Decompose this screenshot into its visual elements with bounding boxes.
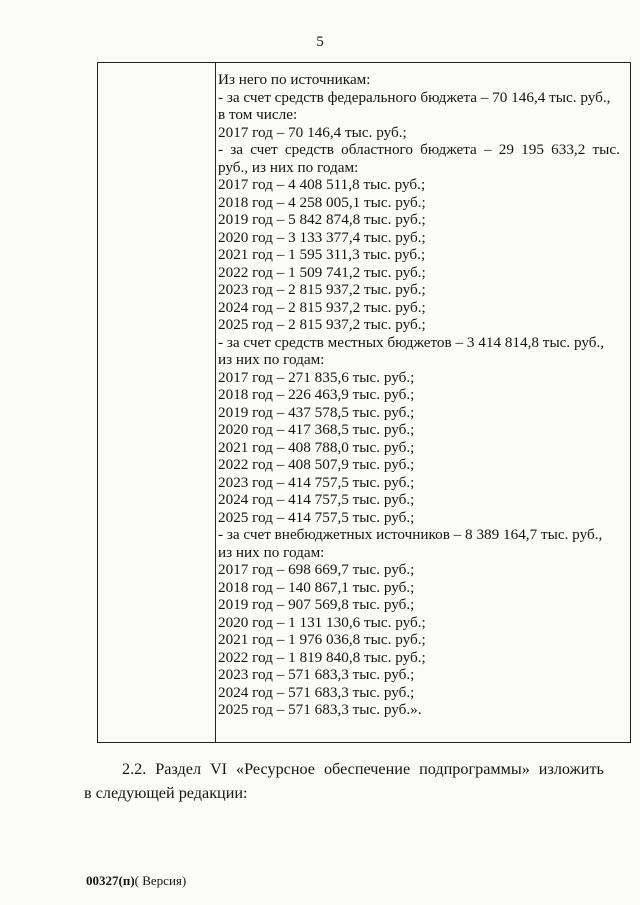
table-line: - за счет средств местных бюджетов – 3 414 814,8 тыс. руб.,: [218, 333, 605, 351]
table-right-cell: [218, 71, 620, 719]
paragraph-line-2: в следующей редакции:: [84, 784, 248, 802]
justified-word: счет: [250, 141, 278, 158]
table-line: 2018 год – 4 258 005,1 тыс. руб.;: [218, 193, 426, 211]
table-line: 2019 год – 5 842 874,8 тыс. руб.;: [218, 211, 426, 228]
table-line: 2023 год – 2 815 937,2 тыс. руб.;: [218, 281, 426, 298]
paragraph-word: подпрограммы»: [419, 760, 530, 778]
section-paragraph: [84, 757, 604, 805]
table-line: 2017 год – 70 146,4 тыс. руб.;: [218, 123, 407, 141]
table-line: в том числе:: [218, 106, 298, 123]
page-number: 5: [316, 34, 324, 50]
paragraph-word: Раздел: [155, 760, 202, 778]
table-line: руб., из них по годам:: [218, 158, 359, 176]
paragraph-word: VI: [209, 760, 228, 778]
table-line: 2017 год – 271 835,6 тыс. руб.;: [218, 368, 415, 386]
paragraph-word: изложить: [538, 760, 604, 778]
document-version: ( Версия): [134, 873, 187, 888]
table-line: 2022 год – 1 509 741,2 тыс. руб.;: [218, 263, 426, 281]
table-line: 2021 год – 408 788,0 тыс. руб.;: [218, 438, 415, 456]
justified-word: бюджета: [420, 141, 477, 158]
table-line: 2023 год – 414 757,5 тыс. руб.;: [218, 473, 415, 491]
table-line: 2025 год – 2 815 937,2 тыс. руб.;: [218, 316, 426, 333]
paragraph-line-1: [122, 757, 604, 781]
table-line: 2019 год – 907 569,8 тыс. руб.;: [218, 596, 415, 613]
justified-word: 633,2: [551, 141, 586, 158]
table-line: - за счет внебюджетных источников – 8 389 164,7 тыс. руб.,: [218, 526, 603, 543]
paragraph-word: «Ресурсное: [236, 760, 315, 778]
document-footer: [86, 873, 186, 889]
table-line: 2020 год – 417 368,5 тыс. руб.;: [218, 421, 415, 438]
paragraph-word: 2.2.: [122, 760, 147, 778]
table-line: 2018 год – 226 463,9 тыс. руб.;: [218, 386, 415, 403]
table-line: 2017 год – 698 669,7 тыс. руб.;: [218, 561, 415, 578]
table-line: 2025 год – 414 757,5 тыс. руб.;: [218, 508, 415, 526]
table-line: 2021 год – 1 595 311,3 тыс. руб.;: [218, 246, 426, 263]
justified-word: за: [230, 141, 243, 158]
table-line: 2024 год – 2 815 937,2 тыс. руб.;: [218, 298, 426, 316]
justified-word: тыс.: [592, 141, 620, 158]
justified-word: -: [218, 141, 224, 158]
table-line: 2025 год – 571 683,3 тыс. руб.».: [218, 701, 422, 718]
document-code: 00327(п): [86, 873, 135, 888]
paragraph-word: обеспечение: [323, 760, 411, 778]
table-line: 2020 год – 3 133 377,4 тыс. руб.;: [218, 228, 426, 246]
table-left-cell: [98, 63, 216, 742]
table-line: Из него по источникам:: [218, 71, 371, 88]
table-line: 2019 год – 437 578,5 тыс. руб.;: [218, 403, 415, 421]
table-line: - за счет средств федерального бюджета – 70 146,4 тыс. руб.,: [218, 88, 611, 106]
table-line: 2022 год – 1 819 840,8 тыс. руб.;: [218, 648, 426, 666]
justified-word: средств: [284, 141, 334, 158]
table-line: 2020 год – 1 131 130,6 тыс. руб.;: [218, 613, 426, 631]
table-line: 2022 год – 408 507,9 тыс. руб.;: [218, 456, 415, 473]
table-line: 2021 год – 1 976 036,8 тыс. руб.;: [218, 631, 426, 648]
table-line: 2018 год – 140 867,1 тыс. руб.;: [218, 578, 415, 596]
justified-word: 29: [498, 141, 514, 158]
table-line: из них по годам:: [218, 543, 325, 561]
table-line: 2024 год – 414 757,5 тыс. руб.;: [218, 491, 415, 508]
table-line: из них по годам:: [218, 351, 325, 368]
funding-table: [97, 62, 631, 743]
table-line: 2024 год – 571 683,3 тыс. руб.;: [218, 683, 415, 701]
justified-word: –: [484, 141, 492, 158]
table-line: 2017 год – 4 408 511,8 тыс. руб.;: [218, 176, 426, 193]
justified-word: областного: [341, 141, 413, 158]
table-line-justified: [218, 141, 620, 159]
justified-word: 195: [521, 141, 544, 158]
table-line: 2023 год – 571 683,3 тыс. руб.;: [218, 666, 415, 683]
